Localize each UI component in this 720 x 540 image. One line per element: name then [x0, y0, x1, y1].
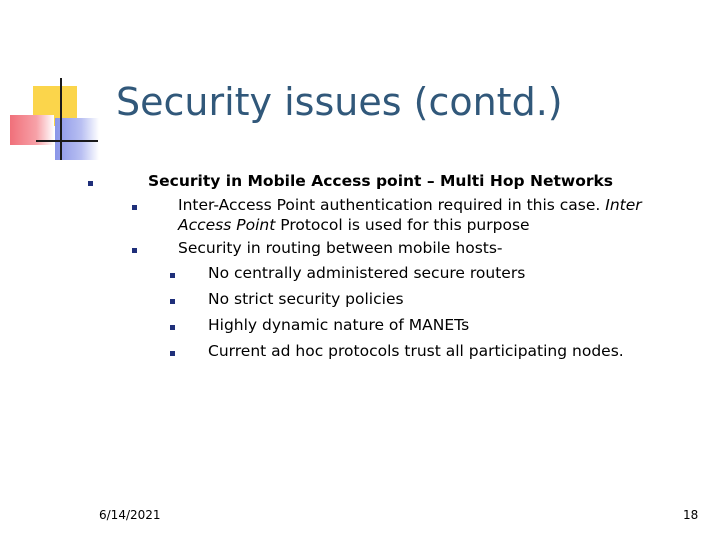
sub-item-1-text: Inter-Access Point authentication required in this case. — [178, 196, 606, 214]
bullet-square-icon — [170, 351, 175, 356]
sub-item-2: Security in routing between mobile hosts- — [178, 239, 503, 257]
point-2: No strict security policies — [208, 290, 404, 308]
point-3: Highly dynamic nature of MANETs — [208, 316, 470, 334]
bullet-square-icon — [132, 205, 137, 210]
logo-horizontal-line — [36, 140, 98, 142]
heading-text: Security in Mobile Access point – Multi Hop Networks — [148, 172, 614, 190]
bullet-square-icon — [170, 273, 175, 278]
sub-item-1-italic-2: Access Point — [178, 216, 276, 234]
decorative-logo — [0, 0, 110, 170]
sub-item-1-line-1 — [178, 196, 642, 214]
bullet-square-icon — [170, 325, 175, 330]
bullet-square-icon — [88, 181, 93, 186]
sub-item-1-text-2: Protocol is used for this purpose — [275, 216, 530, 234]
sub-item-1-line-2 — [178, 216, 530, 234]
sub-item-1-italic: Inter — [605, 196, 642, 214]
page-number: 18 — [683, 508, 699, 522]
bullet-square-icon — [132, 248, 137, 253]
point-1: No centrally administered secure routers — [208, 264, 526, 282]
bullet-square-icon — [170, 299, 175, 304]
footer-date: 6/14/2021 — [99, 508, 161, 522]
point-4: Current ad hoc protocols trust all participating nodes. — [208, 342, 624, 360]
logo-vertical-line — [60, 78, 62, 160]
slide-title: Security issues (contd.) — [116, 80, 563, 124]
